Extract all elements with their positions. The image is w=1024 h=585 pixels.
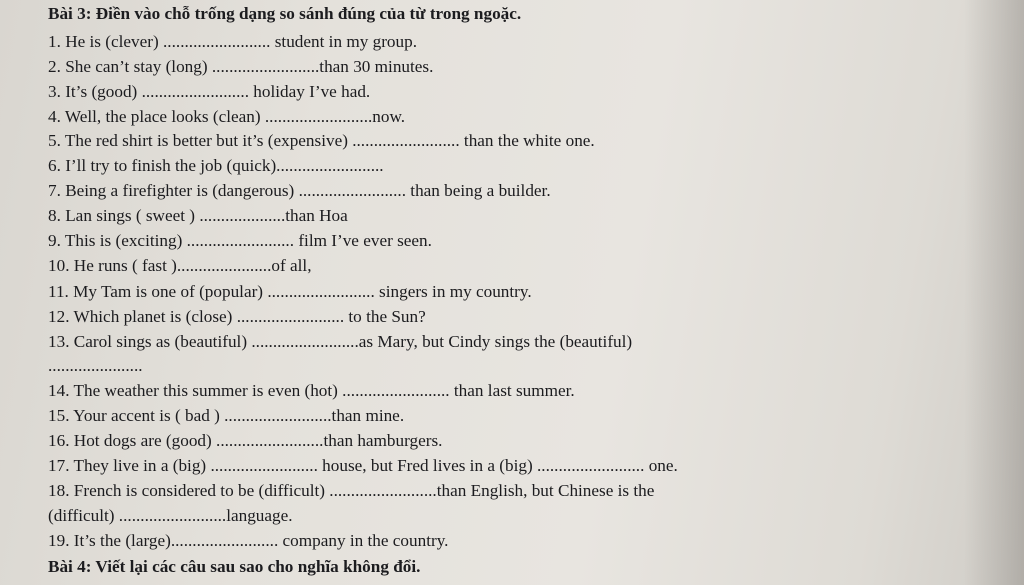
exercise-4-heading: Bài 4: Viết lại các câu sau sao cho nghĩa không đổi. <box>48 557 421 576</box>
question-2: 2. She can’t stay (long) .........................than 30 minutes. <box>48 57 434 76</box>
question-5: 5. The red shirt is better but it’s (expensive) ......................... than the white one. <box>48 131 595 150</box>
question-16: 16. Hot dogs are (good) .........................than hamburgers. <box>48 431 443 450</box>
question-1: 1. He is (clever) ......................... student in my group. <box>48 32 417 51</box>
question-4: 4. Well, the place looks (clean) .........................now. <box>48 107 406 126</box>
question-12: 12. Which planet is (close) ......................... to the Sun? <box>48 307 426 326</box>
exercise-3-heading: Bài 3: Điền vào chỗ trống dạng so sánh đúng của từ trong ngoặc. <box>48 4 522 23</box>
question-3: 3. It’s (good) ......................... holiday I’ve had. <box>48 82 371 101</box>
question-8: 8. Lan sings ( sweet ) ....................than Hoa <box>48 206 348 225</box>
question-18: 18. French is considered to be (difficult) .........................than English, but Chinese is the <box>48 481 655 500</box>
question-13: 13. Carol sings as (beautiful) .........................as Mary, but Cindy sings the (beautiful) <box>48 332 633 351</box>
question-15: 15. Your accent is ( bad ) .........................than mine. <box>48 406 405 425</box>
question-9: 9. This is (exciting) ......................... film I’ve ever seen. <box>48 231 432 250</box>
question-11: 11. My Tam is one of (popular) ......................... singers in my country. <box>48 282 532 301</box>
question-18-continued: (difficult) .........................language. <box>48 506 293 525</box>
question-6: 6. I’ll try to finish the job (quick)......................... <box>48 156 384 175</box>
question-19: 19. It’s the (large)......................... company in the country. <box>48 531 449 550</box>
question-13-blank: ...................... <box>48 356 143 375</box>
question-7: 7. Being a firefighter is (dangerous) ......................... than being a builder. <box>48 181 551 200</box>
question-17: 17. They live in a (big) ......................... house, but Fred lives in a (big) ......................... one. <box>48 456 678 475</box>
question-10: 10. He runs ( fast )......................of all, <box>48 256 312 275</box>
question-14: 14. The weather this summer is even (hot) ......................... than last summer. <box>48 381 575 400</box>
page-edge-shadow <box>964 0 1024 585</box>
